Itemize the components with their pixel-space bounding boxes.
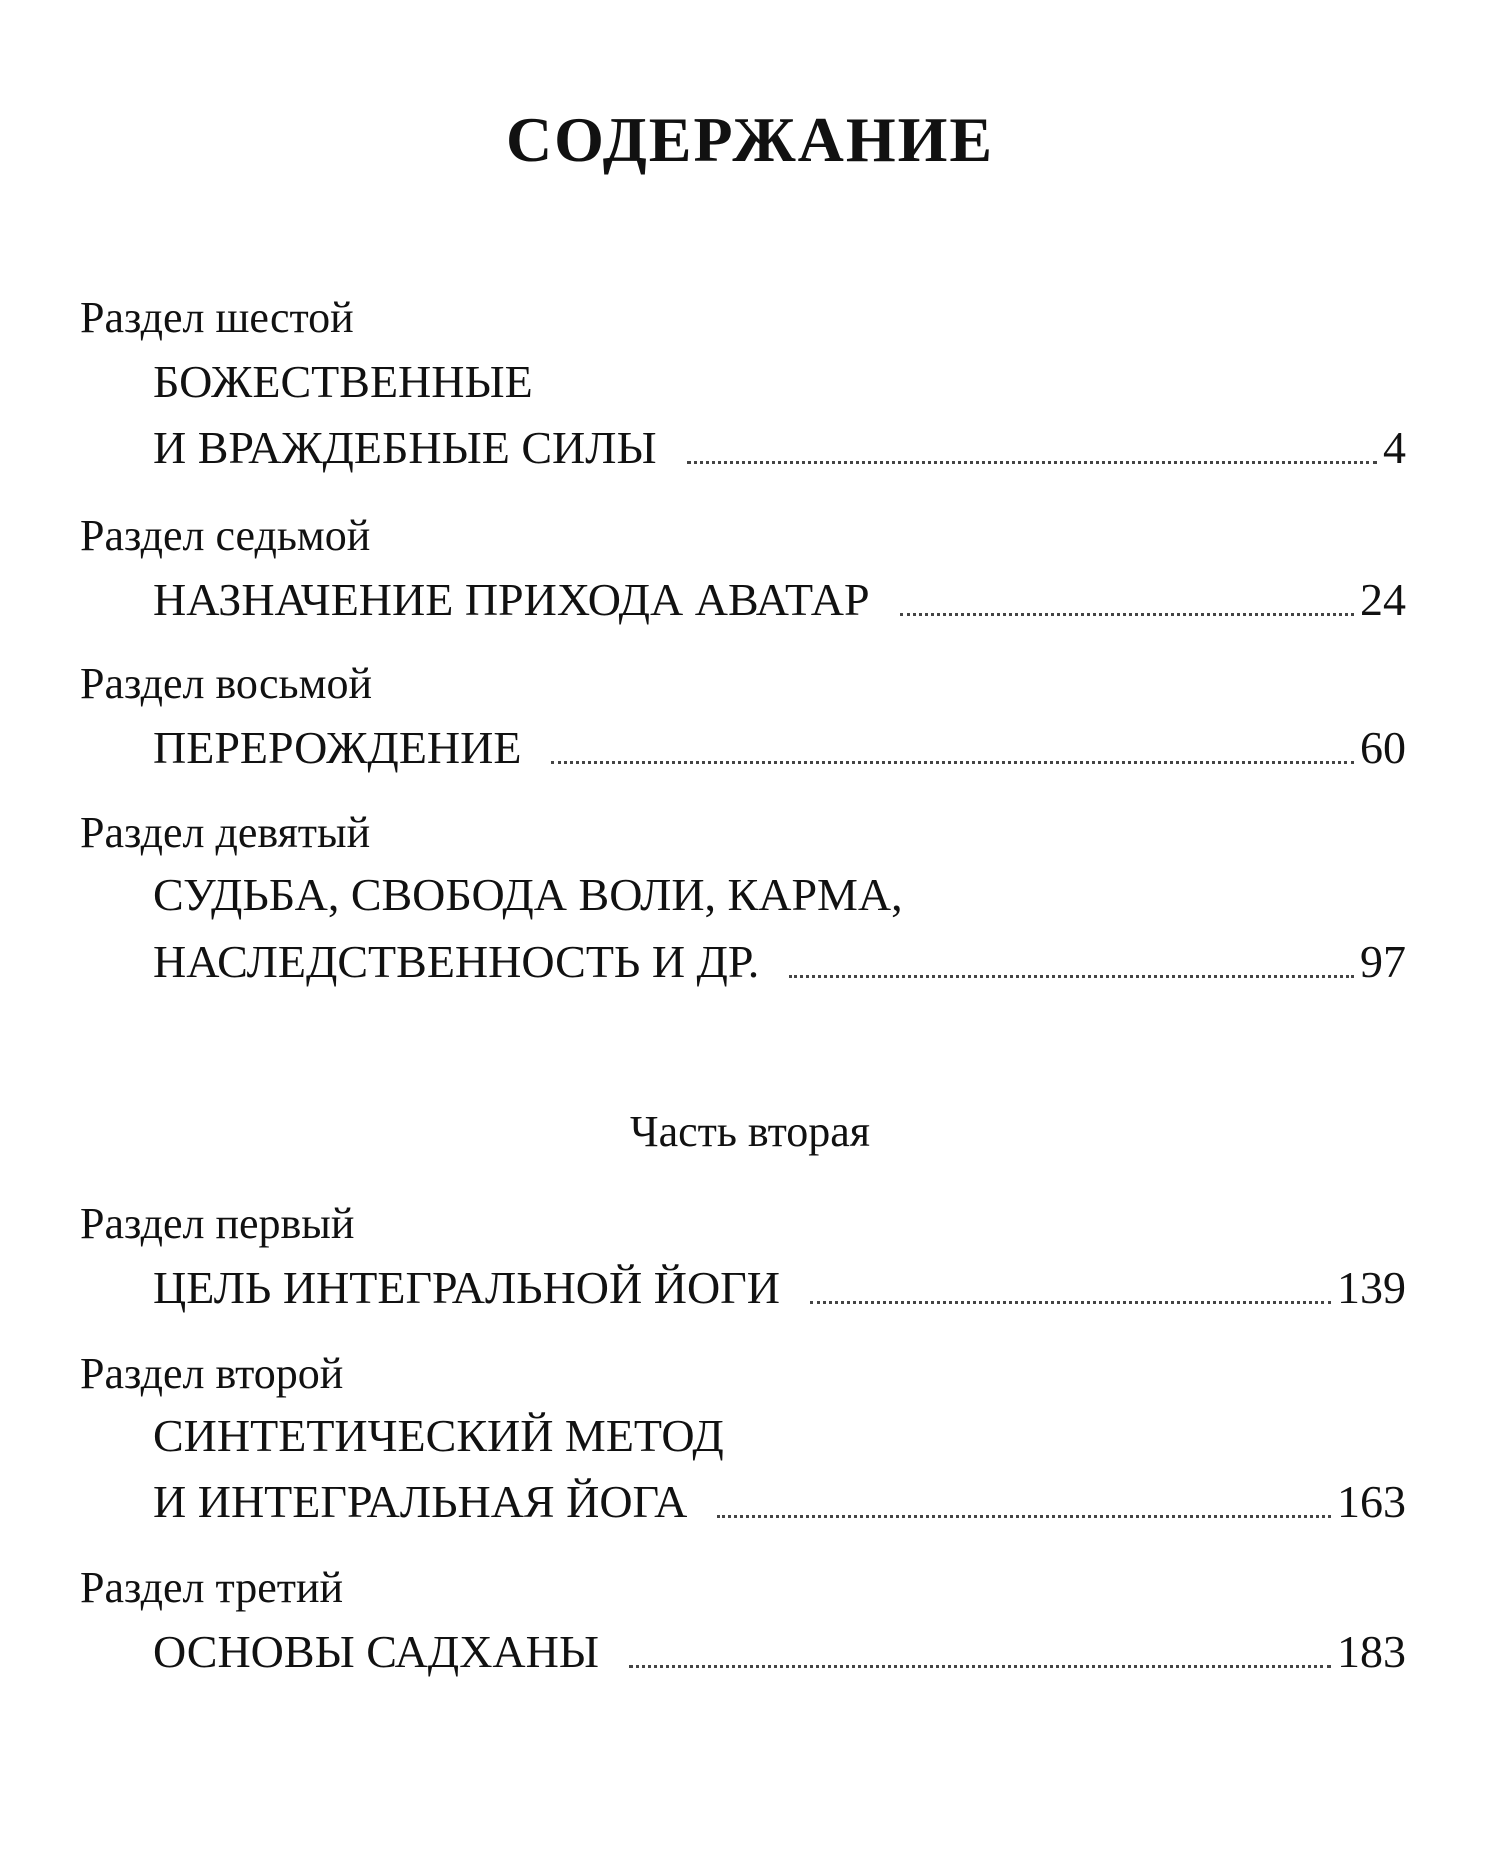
page-number: 97 [1360, 936, 1406, 987]
entry-title: НАСЛЕДСТВЕННОСТЬ И ДР. [153, 936, 760, 987]
toc-entry-link[interactable] [153, 932, 1406, 992]
entry-title: СИНТЕТИЧЕСКИЙ МЕТОД [153, 1410, 724, 1461]
entry-title: ОСНОВЫ САДХАНЫ [153, 1626, 599, 1677]
entry-title: НАЗНАЧЕНИЕ ПРИХОДА АВАТАР [153, 574, 870, 625]
dot-leader [717, 1515, 1331, 1518]
page-number: 183 [1337, 1626, 1406, 1677]
toc-entry-link[interactable] [153, 1258, 1406, 1318]
page-number: 4 [1383, 422, 1406, 473]
page-title: СОДЕРЖАНИЕ [505, 104, 995, 175]
entry-title: БОЖЕСТВЕННЫЕ [153, 356, 533, 407]
toc-entry-link[interactable] [153, 1622, 1406, 1682]
page-number: 60 [1360, 722, 1406, 773]
page-number: 139 [1337, 1262, 1406, 1313]
toc-entry-link[interactable] [153, 1472, 1406, 1532]
section-label: Раздел седьмой [80, 511, 371, 560]
dot-leader [629, 1665, 1331, 1668]
entry-title: ПЕРЕРОЖДЕНИЕ [153, 722, 522, 773]
section-label: Раздел девятый [80, 808, 371, 857]
entry-line [153, 352, 1406, 412]
toc-entry-link[interactable] [153, 570, 1406, 630]
entry-title: И ВРАЖДЕБНЫЕ СИЛЫ [153, 422, 657, 473]
section-label: Раздел восьмой [80, 659, 373, 708]
section-label: Раздел второй [80, 1349, 344, 1398]
part-heading: Часть вторая [629, 1107, 871, 1156]
section-label: Раздел шестой [80, 293, 354, 342]
toc-entry-link[interactable] [153, 718, 1406, 778]
entry-line [153, 1406, 1406, 1466]
section-label: Раздел третий [80, 1563, 344, 1612]
dot-leader [551, 761, 1354, 764]
dot-leader [810, 1301, 1331, 1304]
page-number: 24 [1360, 574, 1406, 625]
dot-leader [687, 461, 1377, 464]
section-label: Раздел первый [80, 1199, 355, 1248]
entry-title: СУДЬБА, СВОБОДА ВОЛИ, КАРМА, [153, 869, 903, 920]
entry-line [153, 865, 1406, 925]
dot-leader [900, 613, 1354, 616]
page-number: 163 [1337, 1476, 1406, 1527]
dot-leader [789, 975, 1354, 978]
entry-title: И ИНТЕГРАЛЬНАЯ ЙОГА [153, 1476, 688, 1527]
entry-title: ЦЕЛЬ ИНТЕГРАЛЬНОЙ ЙОГИ [153, 1262, 780, 1313]
toc-entry-link[interactable] [153, 418, 1406, 478]
